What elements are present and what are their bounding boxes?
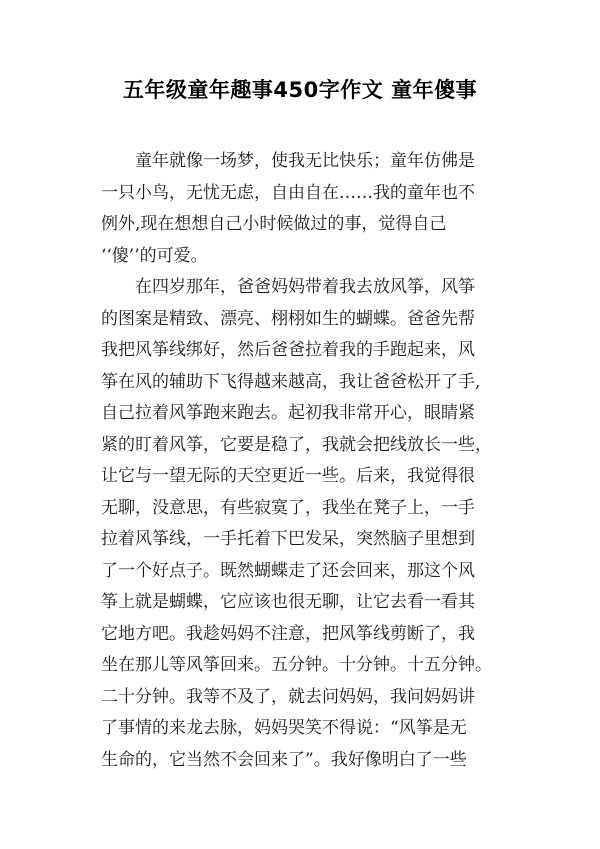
paragraph-2-line-3: 我把风筝线绑好，然后爸爸拉着我的手跑起来，风 (101, 340, 475, 360)
paragraph-2-line-2: 的图案是精致、漂亮、栩栩如生的蝴蝶。爸爸先帮 (101, 308, 475, 329)
paragraph-2-line-14: 二十分钟。我等不及了，就去问妈妈，我问妈妈讲 (101, 686, 475, 707)
paragraph-2-line-4: 筝在风的辅助下飞得越来越高，我让爸爸松开了手, (101, 371, 481, 392)
paragraph-2-line-15: 了事情的来龙去脉，妈妈哭笑不得说：“风筝是无 (101, 718, 467, 738)
paragraph-1-line-2: 一只小鸟，无忧无虑，自由自在……我的童年也不 (101, 182, 475, 203)
paragraph-1-line-4: ‘‘傻’’的可爱。 (101, 245, 208, 266)
essay-body (101, 146, 521, 776)
paragraph-1-line-3: 例外,现在想想自己小时候做过的事，觉得自己 (101, 214, 447, 234)
paragraph-2-line-11: 筝上就是蝴蝶，它应该也很无聊，让它去看一看其 (101, 592, 475, 612)
document-title: 五年级童年趣事450字作文 童年傻事 (122, 78, 478, 102)
paragraph-1-line-1: 童年就像一场梦，使我无比快乐；童年仿佛是 (135, 151, 475, 171)
paragraph-2-line-6: 紧的盯着风筝，它要是稳了，我就会把线放长一些， (101, 434, 492, 455)
paragraph-2-line-13: 坐在那儿等风筝回来。五分钟。十分钟。十五分钟。 (101, 655, 492, 675)
paragraph-2-line-7: 让它与一望无际的天空更近一些。后来，我觉得很 (101, 466, 475, 486)
paragraph-2-line-16: 生命的，它当然不会回来了”。我好像明白了一些 (101, 749, 467, 770)
paragraph-2-line-5: 自己拉着风筝跑来跑去。起初我非常开心，眼睛紧 (101, 403, 475, 423)
paragraph-2-line-8: 无聊，没意思，有些寂寞了，我坐在凳子上，一手 (101, 497, 475, 518)
paragraph-2-line-10: 了一个好点子。既然蝴蝶走了还会回来，那这个风 (101, 560, 475, 581)
paragraph-2-line-12: 它地方吧。我趁妈妈不注意，把风筝线剪断了，我 (101, 623, 475, 644)
paragraph-2-line-9: 拉着风筝线，一手托着下巴发呆，突然脑子里想到 (101, 529, 475, 549)
paragraph-2-line-1: 在四岁那年，爸爸妈妈带着我去放风筝，风筝 (135, 277, 475, 297)
